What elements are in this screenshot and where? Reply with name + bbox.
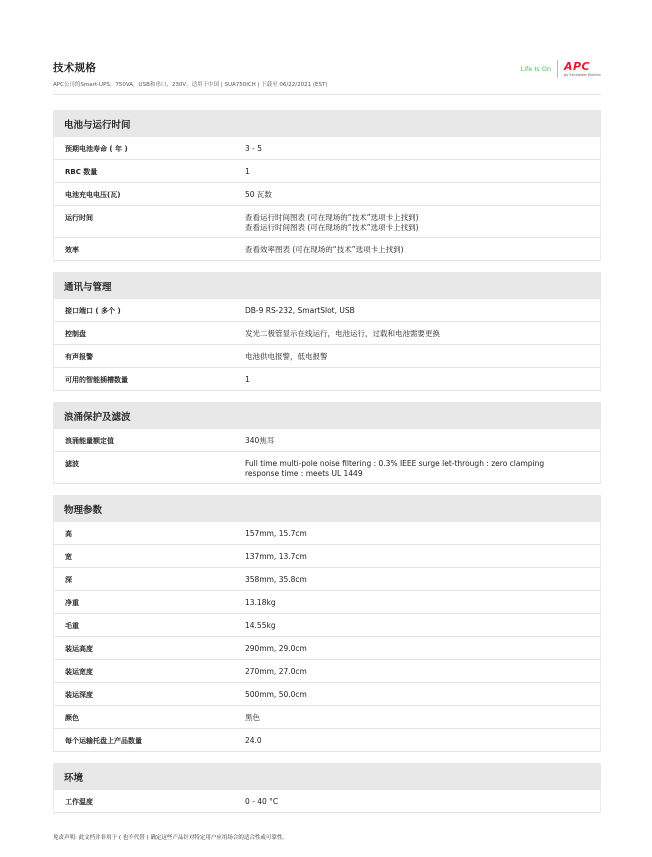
spec-label: 深 bbox=[65, 576, 72, 584]
spec-row bbox=[53, 591, 601, 614]
spec-row bbox=[53, 522, 601, 545]
spec-value bbox=[234, 790, 600, 812]
spec-label: 浪涌能量额定值 bbox=[65, 437, 114, 445]
spec-value-line: 3 - 5 bbox=[245, 144, 263, 153]
spec-value bbox=[234, 429, 600, 451]
section-title: 浪涌保护及滤波 bbox=[53, 402, 601, 429]
spec-row bbox=[53, 238, 601, 261]
section-title: 环境 bbox=[53, 763, 601, 790]
disclaimer: 免责声明: 此文档并非用于 ( 也不代替 ) 确定这些产品针对特定用户应用场合的适合性或可靠性。 bbox=[53, 835, 288, 841]
spec-value bbox=[234, 568, 600, 590]
spec-label: 宽 bbox=[65, 553, 72, 561]
page-subtitle: APC公司的Smart-UPS，750VA，USB和串口，230V，适用于中国 | SUA750ICH | 下载至 06/22/2021 (EST) bbox=[53, 82, 328, 88]
spec-row bbox=[53, 637, 601, 660]
spec-value-line: 查看运行时间图表 (可在现场的“技术”选项卡上找到) bbox=[245, 213, 419, 222]
apc-logo-icon bbox=[564, 61, 601, 77]
spec-value-line: 发光二极管显示在线运行，电池运行，过载和电池需要更换 bbox=[245, 329, 440, 338]
spec-value-line: 电池供电报警，低电报警 bbox=[245, 352, 328, 361]
spec-label: 高 bbox=[65, 530, 72, 538]
spec-value bbox=[234, 137, 600, 159]
spec-row bbox=[53, 137, 601, 160]
logo-subtext: by Schneider Electric bbox=[563, 73, 601, 77]
spec-value bbox=[234, 706, 600, 728]
spec-value-line: 黑色 bbox=[245, 713, 260, 722]
spec-label: 接口端口 ( 多个 ) bbox=[65, 307, 121, 315]
spec-value bbox=[234, 729, 600, 751]
spec-value bbox=[234, 614, 600, 636]
spec-value bbox=[234, 206, 600, 237]
spec-section bbox=[53, 272, 601, 391]
spec-value-line: 358mm, 35.8cm bbox=[245, 575, 307, 584]
spec-value bbox=[234, 545, 600, 567]
spec-row bbox=[53, 452, 601, 484]
spec-row bbox=[53, 545, 601, 568]
logo-tagline: Life Is On bbox=[520, 65, 551, 73]
spec-value bbox=[234, 299, 600, 321]
header-divider bbox=[53, 94, 601, 95]
spec-value-line: 50 瓦数 bbox=[245, 190, 272, 199]
spec-label: 有声报警 bbox=[65, 353, 93, 361]
spec-row bbox=[53, 429, 601, 452]
spec-value-line: DB-9 RS-232, SmartSlot, USB bbox=[245, 306, 355, 315]
spec-value bbox=[234, 683, 600, 705]
spec-value-line: 157mm, 15.7cm bbox=[245, 529, 307, 538]
spec-label: 净重 bbox=[65, 599, 79, 607]
spec-row bbox=[53, 322, 601, 345]
spec-section bbox=[53, 402, 601, 484]
spec-label: 可用的智能插槽数量 bbox=[65, 376, 128, 384]
spec-value-line: 270mm, 27.0cm bbox=[245, 667, 307, 676]
document-header bbox=[53, 60, 601, 96]
spec-value bbox=[234, 660, 600, 682]
spec-value-line: 1 bbox=[245, 375, 250, 384]
brand-logo bbox=[521, 60, 601, 78]
spec-row bbox=[53, 206, 601, 238]
spec-value-line: 290mm, 29.0cm bbox=[245, 644, 307, 653]
section-title: 通讯与管理 bbox=[53, 272, 601, 299]
spec-label: 运行时间 bbox=[65, 214, 93, 222]
spec-value bbox=[234, 591, 600, 613]
spec-label: 装运高度 bbox=[65, 645, 93, 653]
spec-row bbox=[53, 660, 601, 683]
spec-row bbox=[53, 568, 601, 591]
spec-row bbox=[53, 706, 601, 729]
spec-value-line: 14.55kg bbox=[245, 621, 276, 630]
spec-value bbox=[234, 452, 600, 483]
spec-label: 每个运输托盘上产品数量 bbox=[65, 737, 142, 745]
logo-divider bbox=[557, 60, 558, 78]
spec-value bbox=[234, 368, 600, 390]
spec-row bbox=[53, 183, 601, 206]
spec-row bbox=[53, 790, 601, 813]
spec-value-line: 24.0 bbox=[245, 736, 262, 745]
spec-label: 电池充电电压(瓦) bbox=[65, 191, 121, 199]
spec-section bbox=[53, 495, 601, 752]
spec-row bbox=[53, 160, 601, 183]
spec-row bbox=[53, 614, 601, 637]
spec-value-line: response time : meets UL 1449 bbox=[245, 468, 363, 478]
spec-value bbox=[234, 322, 600, 344]
spec-value-line: 13.18kg bbox=[245, 598, 276, 607]
spec-label: 装运深度 bbox=[65, 691, 93, 699]
spec-row bbox=[53, 345, 601, 368]
page-title: 技术规格 bbox=[53, 62, 97, 74]
spec-value bbox=[234, 238, 600, 260]
spec-label: 滤波 bbox=[65, 460, 79, 468]
spec-value bbox=[234, 345, 600, 367]
spec-row bbox=[53, 729, 601, 752]
spec-sections bbox=[53, 110, 601, 824]
section-title: 物理参数 bbox=[53, 495, 601, 522]
spec-row bbox=[53, 299, 601, 322]
logo-text: APC bbox=[563, 60, 591, 73]
spec-section bbox=[53, 763, 601, 813]
spec-value bbox=[234, 522, 600, 544]
spec-value-line: 0 - 40 °C bbox=[245, 797, 279, 806]
spec-row bbox=[53, 683, 601, 706]
spec-value-line: Full time multi-pole noise filtering : 0.3% IEEE surge let-through : zero clamping bbox=[245, 459, 545, 468]
spec-value-line: 340焦耳 bbox=[245, 436, 275, 445]
spec-value bbox=[234, 183, 600, 205]
spec-label: 预期电池寿命 ( 年 ) bbox=[65, 145, 128, 153]
spec-value bbox=[234, 637, 600, 659]
spec-value-line: 查看运行时间图表 (可在现场的“技术”选项卡上找到) bbox=[245, 222, 419, 232]
spec-label: 装运宽度 bbox=[65, 668, 93, 676]
spec-section bbox=[53, 110, 601, 261]
spec-value bbox=[234, 160, 600, 182]
spec-label: 效率 bbox=[65, 246, 79, 254]
spec-label: RBC 数量 bbox=[65, 168, 98, 176]
spec-label: 毛重 bbox=[65, 622, 79, 630]
spec-label: 控制盘 bbox=[65, 330, 86, 338]
spec-value-line: 137mm, 13.7cm bbox=[245, 552, 307, 561]
spec-row bbox=[53, 368, 601, 391]
spec-value-line: 500mm, 50.0cm bbox=[245, 690, 307, 699]
spec-label: 工作温度 bbox=[65, 798, 93, 806]
spec-value-line: 1 bbox=[245, 167, 250, 176]
spec-value-line: 查看效率图表 (可在现场的“技术”选项卡上找到) bbox=[245, 245, 404, 254]
spec-label: 颜色 bbox=[65, 714, 79, 722]
section-title: 电池与运行时间 bbox=[53, 110, 601, 137]
